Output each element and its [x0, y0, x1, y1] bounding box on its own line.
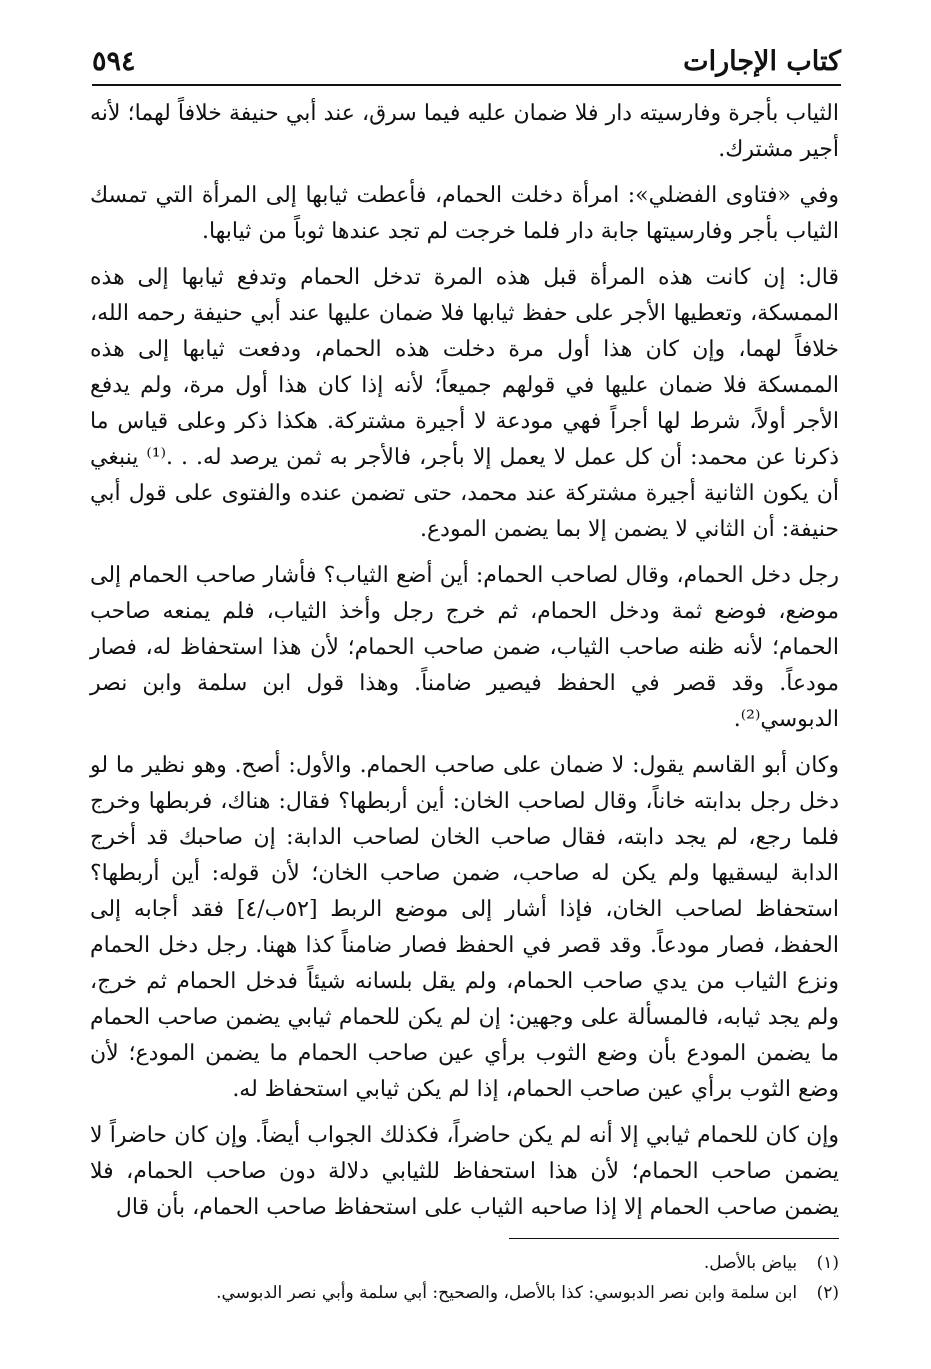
running-head: [92, 40, 841, 80]
page-number: ٥٩٤: [92, 46, 136, 77]
paragraph-1: الثياب بأجرة وفارسيته دار فلا ضمان عليه فيما سرق، عند أبي حنيفة خلافاً لهما؛ لأنه أجير مشترك.: [90, 101, 839, 162]
footnote-text: بياض بالأصل.: [703, 1253, 798, 1273]
footnote-2: [92, 1278, 839, 1308]
footnote-text: ابن سلمة وابن نصر الدبوسي: كذا بالأصل، والصحيح: أبي سلمة وأبي نصر الدبوسي.: [216, 1283, 798, 1303]
paragraph-3: قال: إن كانت هذه المرأة قبل هذه المرة تدخل الحمام وتدفع ثيابها إلى هذه الممسكة، وتعطيها الأجر على حفظ ثيابها فلا ضمان عليها عند أبي حنيفة رحمه الله، خلافاً لهما، وإن كان هذا أول مرة دخلت هذه الحمام، ودفعت ثيابها إلى هذه الممسكة فلا ضمان عليها في قولهم جميعاً؛ لأنه إذا كان هذا أول مرة، ولم يدفع الأجر أولاً، شرط لها أجراً فهي مودعة لا أجيرة مشتركة. هكذا ذكر وعلى قياس ما ذكرنا عن محمد: أن كل عمل لا يعمل إلا بأجر، فالأجر به ثمن يرصد له. . .⁽¹⁾ ينبغي أن يكون الثانية أجيرة مشتركة عند محمد، حتى تضمن عنده والفتوى على قول أبي حنيفة: أن الثاني لا يضمن إلا بما يضمن المودع.: [90, 265, 840, 542]
paragraph-2: وفي «فتاوى الفضلي»: امرأة دخلت الحمام، فأعطت ثيابها إلى المرأة التي تمسك الثياب بأجر وفارسيتها جابة دار فلما خرجت لم تجد عندها ثوباً من ثيابها.: [90, 183, 839, 244]
body-text: [90, 96, 839, 1236]
footnote-marker: (١): [816, 1253, 839, 1273]
footnote-marker: (٢): [816, 1283, 839, 1303]
footnotes: [92, 1248, 839, 1308]
paragraph-5: وكان أبو القاسم يقول: لا ضمان على صاحب الحمام. والأول: أصح. وهو نظير ما لو دخل رجل بدابته خاناً، وقال لصاحب الخان: أين أربطها؟ فقال: هناك، فربطها وخرج فلما رجع، لم يجد دابته، فقال صاحب الخان لصاحب الدابة: إن صاحبك قد أخرج الدابة ليسقيها ولم يكن له صاحب، ضمن صاحب الخان؛ لأن قوله: أين أربطها؟ استحفاظ لصاحب الخان، فإذا أشار إلى موضع الربط [٥٢ب/٤] فقد أجابه إلى الحفظ، فصار مودعاً. وقد قصر في الحفظ فصار ضامناً كذا ههنا. رجل دخل الحمام ونزع الثياب من يدي صاحب الحمام، ولم يقل بلسانه شيئاً فدخل الحمام ثم خرج، ولم يجد ثيابه، فالمسألة على وجهين: إن لم يكن للحمام ثيابي يضمن صاحب الحمام ما يضمن المودع بأن وضع الثوب برأي عين صاحب الحمام ما يضمن المودع؛ لأن وضع الثوب برأي عين صاحب الحمام، إذا لم يكن ثيابي استحفاظ له.: [90, 753, 839, 1102]
running-title: كتاب الإجارات: [683, 46, 841, 77]
footnote-rule: [509, 1238, 839, 1239]
paragraph-4: رجل دخل الحمام، وقال لصاحب الحمام: أين أضع الثياب؟ فأشار صاحب الحمام إلى موضع، فوضع ثمة ودخل الحمام، ثم خرج رجل وأخذ الثياب، فلم يمنعه صاحب الحمام؛ لأنه ظنه صاحب الثياب، ضمن صاحب الحمام؛ لأن هذا استحفاظ له، فصار مودعاً. وقد قصر في الحفظ فيصير ضامناً. وهذا قول ابن سلمة وابن نصر الدبوسي⁽²⁾.: [90, 563, 839, 732]
paragraph-6: وإن كان للحمام ثيابي إلا أنه لم يكن حاضراً، فكذلك الجواب أيضاً. وإن كان حاضراً لا يضمن صاحب الحمام؛ لأن هذا استحفاظ للثيابي دلالة دون صاحب الحمام، فلا يضمن صاحب الحمام إلا إذا صاحبه الثياب على استحفاظ صاحب الحمام، بأن قال: [90, 1123, 839, 1220]
footnote-1: [92, 1248, 839, 1278]
header-rule: [92, 84, 841, 86]
